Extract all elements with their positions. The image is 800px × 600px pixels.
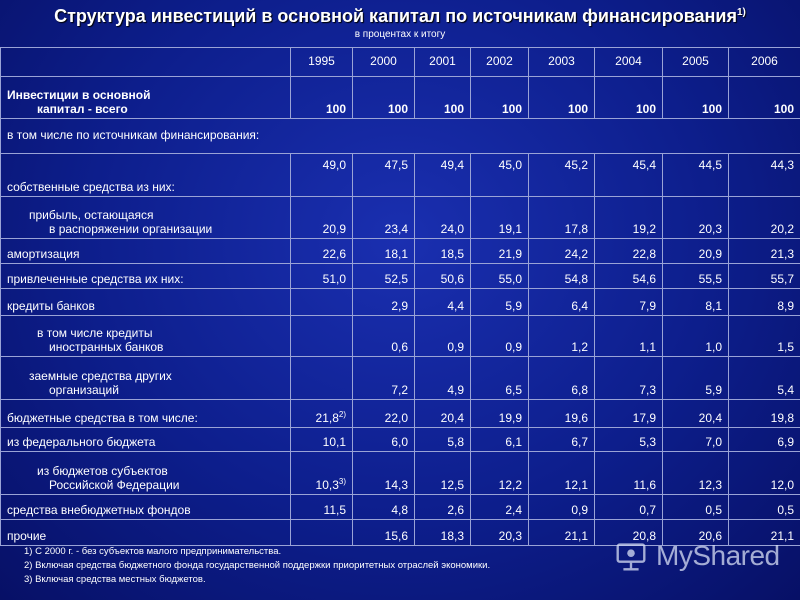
table-row xyxy=(1,264,800,289)
table-cell: 0,9 xyxy=(415,316,471,357)
table-cell: 11,5 xyxy=(291,495,353,520)
row-label xyxy=(1,452,291,495)
table-cell: 2,4 xyxy=(471,495,529,520)
table-cell: 6,0 xyxy=(353,428,415,452)
table-cell: 22,6 xyxy=(291,239,353,264)
section-label: в том числе по источникам финансирования: xyxy=(1,119,800,154)
table-cell: 20,2 xyxy=(729,197,800,239)
table-cell: 100 xyxy=(529,77,595,119)
table-cell: 45,2 xyxy=(529,154,595,197)
table-cell: 6,9 xyxy=(729,428,800,452)
year-header: 2002 xyxy=(471,48,529,77)
row-label xyxy=(1,357,291,400)
table-cell: 55,0 xyxy=(471,264,529,289)
row-label-line: заемные средства других xyxy=(29,369,172,383)
table-cell: 100 xyxy=(663,77,729,119)
row-label: бюджетные средства в том числе: xyxy=(1,400,291,428)
presentation-icon xyxy=(612,537,650,575)
table-cell: 100 xyxy=(595,77,663,119)
table-cell: 19,6 xyxy=(529,400,595,428)
title-text: Структура инвестиций в основной капитал по источникам финансирования xyxy=(54,6,737,26)
row-label-line: Инвестиции в основной xyxy=(7,88,151,102)
table-cell: 0,9 xyxy=(529,495,595,520)
table-cell: 100 xyxy=(415,77,471,119)
section-row xyxy=(1,119,800,154)
table-cell: 5,9 xyxy=(471,289,529,316)
table-row xyxy=(1,400,800,428)
row-label-line: Российской Федерации xyxy=(49,478,180,492)
table-cell: 45,4 xyxy=(595,154,663,197)
table-cell: 20,4 xyxy=(663,400,729,428)
table-cell: 20,8 xyxy=(595,520,663,546)
row-label-line: прибыль, остающаяся xyxy=(29,208,154,222)
table-cell: 51,0 xyxy=(291,264,353,289)
table-cell: 44,5 xyxy=(663,154,729,197)
table-cell: 7,2 xyxy=(353,357,415,400)
table-cell: 20,3 xyxy=(471,520,529,546)
year-header: 2004 xyxy=(595,48,663,77)
table-cell: 1,2 xyxy=(529,316,595,357)
row-label xyxy=(1,197,291,239)
table-cell: 20,4 xyxy=(415,400,471,428)
table-cell: 100 xyxy=(291,77,353,119)
table-cell: 50,6 xyxy=(415,264,471,289)
table-cell xyxy=(291,316,353,357)
footnotes xyxy=(24,545,490,587)
cell-footnote: 2) xyxy=(338,410,346,419)
table-row xyxy=(1,154,800,197)
table-cell: 45,0 xyxy=(471,154,529,197)
table-cell: 19,9 xyxy=(471,400,529,428)
page-subtitle: в процентах к итогу xyxy=(354,29,446,40)
cell-value: 10,3 xyxy=(315,478,339,492)
table-cell: 6,8 xyxy=(529,357,595,400)
table-cell: 20,3 xyxy=(663,197,729,239)
row-label: собственные средства из них: xyxy=(1,154,291,197)
table-row xyxy=(1,239,800,264)
table-cell: 0,7 xyxy=(595,495,663,520)
table-cell: 12,0 xyxy=(729,452,800,495)
year-header-row xyxy=(1,48,800,77)
table-cell: 20,6 xyxy=(663,520,729,546)
year-header: 2003 xyxy=(529,48,595,77)
table-cell: 5,9 xyxy=(663,357,729,400)
footnote: 1) С 2000 г. - без субъектов малого предпринимательства. xyxy=(24,546,282,557)
row-label: прочие xyxy=(1,520,291,546)
table-cell xyxy=(291,289,353,316)
row-label-line: капитал - всего xyxy=(37,102,128,116)
table-cell: 17,9 xyxy=(595,400,663,428)
header-label-cell xyxy=(1,48,291,77)
table-cell: 5,8 xyxy=(415,428,471,452)
table-cell: 55,5 xyxy=(663,264,729,289)
year-header: 2005 xyxy=(663,48,729,77)
table-cell: 12,2 xyxy=(471,452,529,495)
table-row xyxy=(1,452,800,495)
table-cell: 0,5 xyxy=(663,495,729,520)
table-row xyxy=(1,428,800,452)
table-cell: 0,6 xyxy=(353,316,415,357)
row-label: из федерального бюджета xyxy=(1,428,291,452)
table-cell: 12,1 xyxy=(529,452,595,495)
table-cell: 7,9 xyxy=(595,289,663,316)
table-row xyxy=(1,495,800,520)
brand-watermark xyxy=(612,534,792,578)
footnote: 2) Включая средства бюджетного фонда государственной поддержки приоритетных отраслей экономики. xyxy=(24,560,491,571)
row-label xyxy=(1,316,291,357)
year-header: 2006 xyxy=(729,48,800,77)
table-cell: 5,4 xyxy=(729,357,800,400)
table-cell: 52,5 xyxy=(353,264,415,289)
table-cell: 18,1 xyxy=(353,239,415,264)
table-cell: 15,6 xyxy=(353,520,415,546)
table-cell: 21,9 xyxy=(471,239,529,264)
cell-footnote: 3) xyxy=(338,477,346,486)
year-header: 2001 xyxy=(415,48,471,77)
row-label-line: иностранных банков xyxy=(49,340,164,354)
table-cell: 17,8 xyxy=(529,197,595,239)
table-cell: 21,3 xyxy=(729,239,800,264)
table-cell: 100 xyxy=(353,77,415,119)
row-label: амортизация xyxy=(1,239,291,264)
row-label-line: в распоряжении организации xyxy=(49,222,213,236)
row-label xyxy=(1,77,291,119)
table-row xyxy=(1,357,800,400)
table-cell: 6,7 xyxy=(529,428,595,452)
table-cell: 4,8 xyxy=(353,495,415,520)
table-cell: 5,3 xyxy=(595,428,663,452)
title-footnote: 1) xyxy=(737,7,746,18)
year-header: 1995 xyxy=(291,48,353,77)
table-cell: 55,7 xyxy=(729,264,800,289)
table-cell: 8,9 xyxy=(729,289,800,316)
table-cell: 0,5 xyxy=(729,495,800,520)
table-cell: 19,1 xyxy=(471,197,529,239)
table-cell: 14,3 xyxy=(353,452,415,495)
table-cell xyxy=(291,357,353,400)
table-cell: 22,8 xyxy=(595,239,663,264)
table-cell: 12,3 xyxy=(663,452,729,495)
table-row xyxy=(1,289,800,316)
table-cell: 1,5 xyxy=(729,316,800,357)
row-label-line: из бюджетов субъектов xyxy=(37,464,168,478)
table-cell: 10,1 xyxy=(291,428,353,452)
table-cell: 20,9 xyxy=(291,197,353,239)
table-cell: 2,6 xyxy=(415,495,471,520)
table-cell: 6,5 xyxy=(471,357,529,400)
table-row xyxy=(1,316,800,357)
cell-value: 21,8 xyxy=(315,411,339,425)
table-row xyxy=(1,197,800,239)
table-cell: 12,5 xyxy=(415,452,471,495)
table-cell: 21,1 xyxy=(529,520,595,546)
table-cell: 21,1 xyxy=(729,520,800,546)
row-label: привлеченные средства их них: xyxy=(1,264,291,289)
table-row xyxy=(1,77,800,119)
table-cell xyxy=(291,400,353,428)
table-cell xyxy=(291,520,353,546)
table-cell: 6,1 xyxy=(471,428,529,452)
table-cell: 19,2 xyxy=(595,197,663,239)
table-cell: 47,5 xyxy=(353,154,415,197)
table-cell: 49,4 xyxy=(415,154,471,197)
year-header: 2000 xyxy=(353,48,415,77)
table-cell: 19,8 xyxy=(729,400,800,428)
table-cell: 44,3 xyxy=(729,154,800,197)
table-cell: 8,1 xyxy=(663,289,729,316)
table-cell: 1,1 xyxy=(595,316,663,357)
table-cell: 4,9 xyxy=(415,357,471,400)
table-cell: 7,3 xyxy=(595,357,663,400)
table-cell: 0,9 xyxy=(471,316,529,357)
table-cell: 2,9 xyxy=(353,289,415,316)
table-cell: 100 xyxy=(729,77,800,119)
table-cell: 4,4 xyxy=(415,289,471,316)
footnote: 3) Включая средства местных бюджетов. xyxy=(24,574,206,585)
table-cell: 24,0 xyxy=(415,197,471,239)
table-cell: 1,0 xyxy=(663,316,729,357)
table-cell xyxy=(291,452,353,495)
table-cell: 20,9 xyxy=(663,239,729,264)
table-cell: 24,2 xyxy=(529,239,595,264)
table-cell: 18,5 xyxy=(415,239,471,264)
row-label: средства внебюджетных фондов xyxy=(1,495,291,520)
table-cell: 54,6 xyxy=(595,264,663,289)
table-cell: 49,0 xyxy=(291,154,353,197)
table-cell: 18,3 xyxy=(415,520,471,546)
table-cell: 11,6 xyxy=(595,452,663,495)
brand-name: MyShared xyxy=(656,540,780,571)
table-cell: 7,0 xyxy=(663,428,729,452)
page-title xyxy=(0,6,800,27)
row-label-line: организаций xyxy=(49,383,119,397)
table-cell: 23,4 xyxy=(353,197,415,239)
table-cell: 6,4 xyxy=(529,289,595,316)
row-label-line: в том числе кредиты xyxy=(37,326,153,340)
investment-table xyxy=(0,47,800,546)
table-cell: 100 xyxy=(471,77,529,119)
table-cell: 54,8 xyxy=(529,264,595,289)
row-label: кредиты банков xyxy=(1,289,291,316)
table-cell: 22,0 xyxy=(353,400,415,428)
